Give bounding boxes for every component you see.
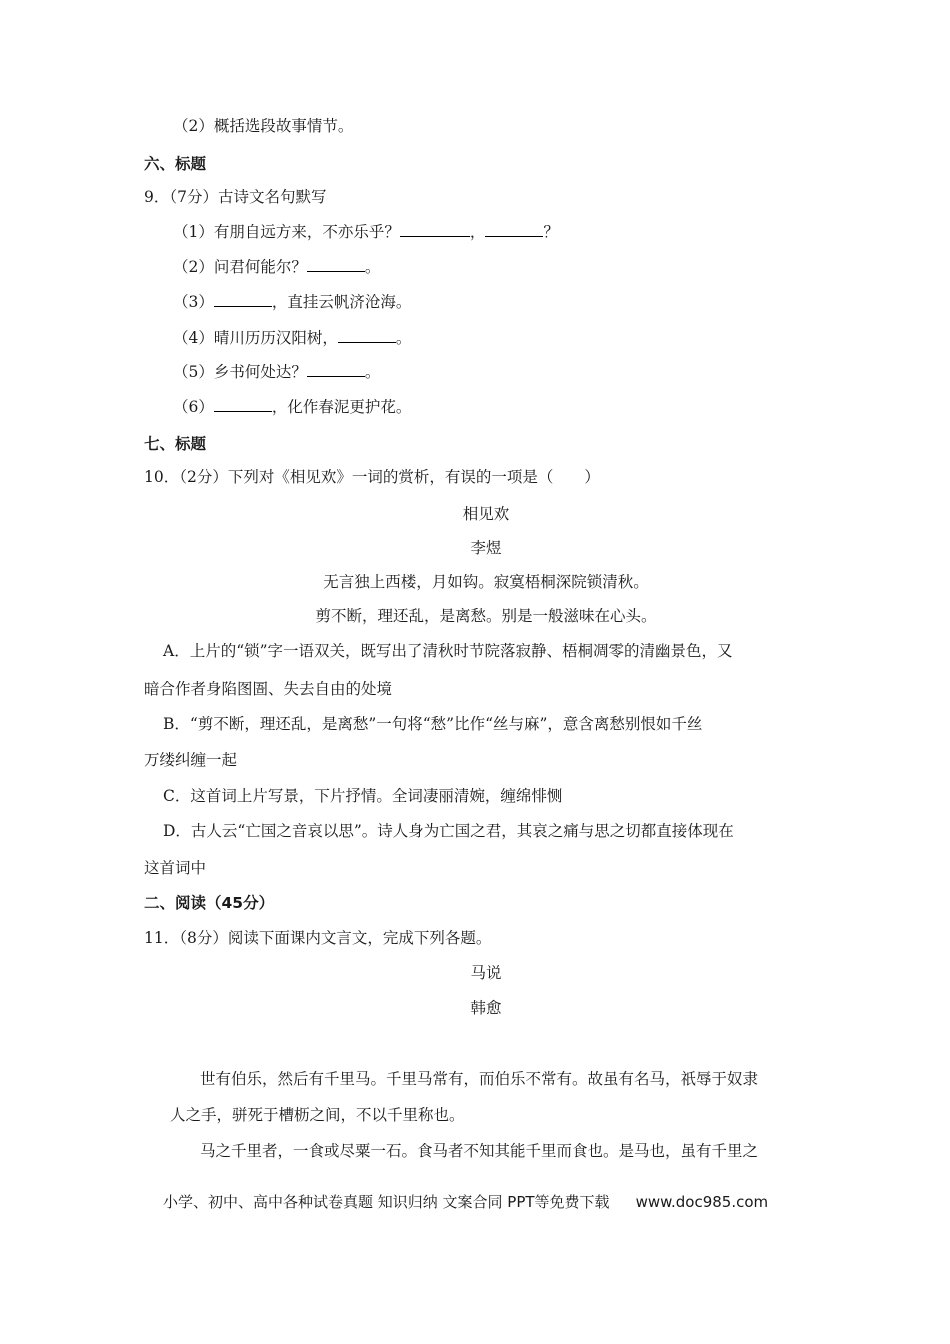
q9-item-1-end: ？ <box>543 223 559 241</box>
page-footer <box>163 1192 768 1212</box>
q9-item-6-text: （6） <box>173 398 214 416</box>
q10-option-b-line1[interactable]: B．“剪不断，理还乱，是离愁”一句将“愁”比作“丝与麻”，意含离愁别恨如千丝 <box>163 715 703 733</box>
q9-item-5 <box>173 362 380 382</box>
answer-blank[interactable] <box>307 257 365 272</box>
q10-poem-line2: 剪不断，理还乱，是离愁。别是一般滋味在心头。 <box>315 607 657 625</box>
section2-heading: 二、阅读（45分） <box>144 894 275 912</box>
q11-stem: 11．（8分）阅读下面课内文言文，完成下列各题。 <box>144 929 492 947</box>
q9-item-5-end: 。 <box>364 363 381 381</box>
q10-option-a-line1[interactable]: A．上片的“锁”字一语双关，既写出了清秋时节院落寂静、梧桐凋零的清幽景色，又 <box>163 642 733 660</box>
q11-para1-line1: 世有伯乐，然后有千里马。千里马常有，而伯乐不常有。故虽有名马，祇辱于奴隶 <box>200 1070 759 1088</box>
q10-option-d-line1[interactable]: D．古人云“亡国之音哀以思”。诗人身为亡国之君，其哀之痛与思之切都直接体现在 <box>163 822 734 840</box>
q9-item-4 <box>173 328 411 348</box>
q10-poem-line1: 无言独上西楼，月如钩。寂寞梧桐深院锁清秋。 <box>323 573 649 591</box>
q10-poem-title: 相见欢 <box>462 505 510 523</box>
answer-blank[interactable] <box>307 362 365 377</box>
q10-option-b-line2: 万缕纠缠一起 <box>144 751 238 769</box>
q9-stem: 9．（7分）古诗文名句默写 <box>144 188 327 206</box>
answer-blank[interactable] <box>214 397 272 412</box>
q10-option-c[interactable]: C．这首词上片写景，下片抒情。全词凄丽清婉，缠绵悱恻 <box>163 787 563 805</box>
footer-text: 小学、初中、高中各种试卷真题 知识归纳 文案合同 PPT等免费下载 <box>163 1193 610 1211</box>
q10-poem-author: 李煜 <box>470 539 502 557</box>
q11-para2-line1: 马之千里者，一食或尽粟一石。食马者不知其能千里而食也。是马也，虽有千里之 <box>200 1142 759 1160</box>
answer-blank[interactable] <box>338 328 396 343</box>
q8-part2: （2）概括选段故事情节。 <box>173 117 354 135</box>
q11-text-author: 韩愈 <box>470 999 502 1017</box>
q9-item-2 <box>173 257 380 277</box>
q9-item-1-text: （1）有朋自远方来，不亦乐乎？ <box>173 223 400 241</box>
section7-heading: 七、标题 <box>144 435 207 453</box>
answer-blank[interactable] <box>214 292 272 307</box>
q11-text-title: 马说 <box>470 964 502 982</box>
q10-stem: 10．（2分）下列对《相见欢》一词的赏析，有误的一项是（ ） <box>144 468 600 486</box>
footer-url[interactable]: www.doc985.com <box>635 1193 769 1211</box>
q9-item-6 <box>173 397 411 417</box>
q9-item-2-end: 。 <box>364 258 381 276</box>
answer-blank[interactable] <box>485 222 543 237</box>
answer-blank[interactable] <box>400 222 470 237</box>
q9-item-5-text: （5）乡书何处达？ <box>173 363 307 381</box>
q9-item-6-end: ，化作春泥更护花。 <box>271 398 412 416</box>
q10-option-d-line2: 这首词中 <box>144 859 207 877</box>
q9-item-1 <box>173 222 559 242</box>
q9-item-2-text: （2）问君何能尔？ <box>173 258 307 276</box>
q9-item-4-text: （4）晴川历历汉阳树， <box>173 329 338 347</box>
q9-item-3 <box>173 292 411 312</box>
q10-option-a-line2: 暗合作者身陷图圄、失去自由的处境 <box>144 680 393 698</box>
q9-item-4-end: 。 <box>395 329 412 347</box>
q9-item-3-text: （3） <box>173 293 214 311</box>
q11-para1-line2: 人之手，骈死于槽枥之间，不以千里称也。 <box>170 1106 465 1124</box>
q9-item-1-sep: ， <box>469 223 486 241</box>
section6-heading: 六、标题 <box>144 155 207 173</box>
q9-item-3-end: ，直挂云帆济沧海。 <box>271 293 412 311</box>
